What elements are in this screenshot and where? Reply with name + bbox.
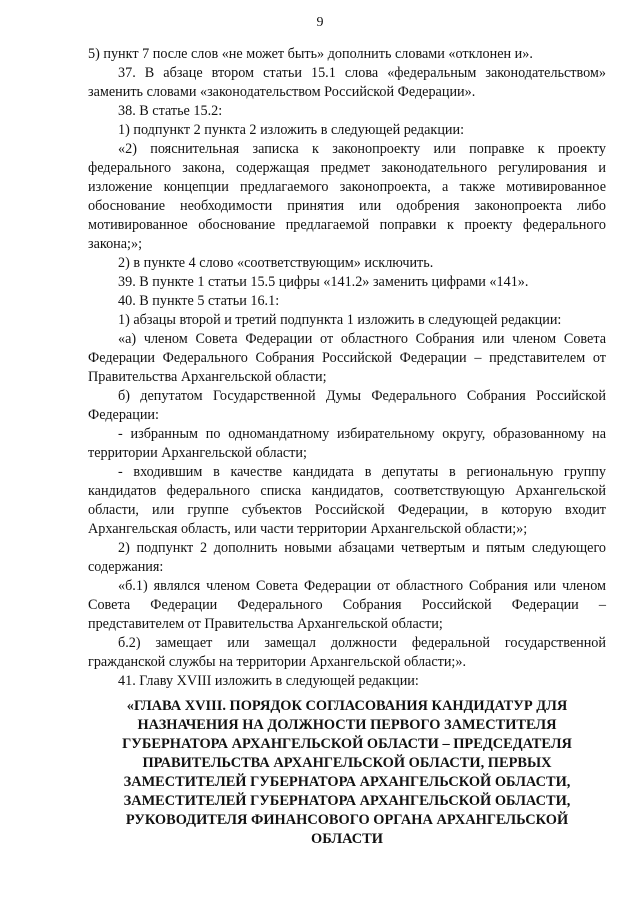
paragraph-item-5: 5) пункт 7 после слов «не может быть» дополнить словами «отклонен и». — [88, 46, 533, 62]
paragraph-b: б) депутатом Государственной Думы Федерального Собрания Российской Федерации: — [88, 388, 606, 423]
paragraph-37: 37. В абзаце втором статьи 15.1 слова «федеральным законодательством» заменить словами «законодательством Российской Федерации». — [88, 65, 606, 100]
paragraph-40-2: 2) подпункт 2 дополнить новыми абзацами четвертым и пятым следующего содержания: — [88, 540, 606, 575]
paragraph-41: 41. Главу XVIII изложить в следующей редакции: — [118, 673, 419, 689]
paragraph-dash-1: - избранным по одномандатному избирательному округу, образованному на территории Архангельской области; — [88, 426, 606, 461]
paragraph-quote-b1: «б.1) являлся членом Совета Федерации от областного Собрания или членом Совета Федерации Федерального Собрания Российской Федерации – представителем от Правительства Архангельской области; — [88, 578, 606, 632]
document-body — [88, 45, 606, 849]
paragraph-38: 38. В статье 15.2: — [118, 103, 223, 119]
chapter-title: «ГЛАВА XVIII. ПОРЯДОК СОГЛАСОВАНИЯ КАНДИДАТУР ДЛЯ НАЗНАЧЕНИЯ НА ДОЛЖНОСТИ ПЕРВОГО ЗАМЕСТИТЕЛЯ ГУБЕРНАТОРА АРХАНГЕЛЬСКОЙ ОБЛАСТИ – ПРЕДСЕДАТЕЛЯ ПРАВИТЕЛЬСТВА АРХАНГЕЛЬСКОЙ ОБЛАСТИ, ПЕРВЫХ ЗАМЕСТИТЕЛЕЙ ГУБЕРНАТОРА АРХАНГЕЛЬСКОЙ ОБЛАСТИ, ЗАМЕСТИТЕЛЕЙ ГУБЕРНАТОРА АРХАНГЕЛЬСКОЙ ОБЛАСТИ, РУКОВОДИТЕЛЯ ФИНАНСОВОГО ОРГАНА АРХАНГЕЛЬСКОЙ ОБЛАСТИ — [122, 698, 572, 847]
paragraph-quote-a: «а) членом Совета Федерации от областного Собрания или членом Совета Федерации Федерального Собрания Российской Федерации – представителем от Правительства Архангельской области; — [88, 331, 606, 385]
paragraph-40: 40. В пункте 5 статьи 16.1: — [118, 293, 280, 309]
paragraph-dash-2: - входившим в качестве кандидата в депутаты в региональную группу кандидатов федерального списка кандидатов, соответствующую Архангельской области, или группе субъектов Российской Федерации, в которую входит Архангельская область, или части территории Архангельской области;»; — [88, 464, 606, 537]
paragraph-40-1: 1) абзацы второй и третий подпункта 1 изложить в следующей редакции: — [118, 312, 562, 328]
paragraph-38-2: 2) в пункте 4 слово «соответствующим» исключить. — [118, 255, 434, 271]
page-number: 9 — [316, 15, 324, 30]
paragraph-b2: б.2) замещает или замещал должности федеральной государственной гражданской службы на территории Архангельской области;». — [88, 635, 606, 670]
paragraph-39: 39. В пункте 1 статьи 15.5 цифры «141.2» заменить цифрами «141». — [118, 274, 529, 290]
paragraph-quote-2: «2) пояснительная записка к законопроекту или поправке к проекту федерального закона, содержащая предмет законодательного регулирования и изложение концепции предлагаемого законопроекта, а также мотивированное обоснование необходимости принятия или одобрения законопроекта либо мотивированное обоснование предлагаемой поправки к проекту федерального закона;»; — [88, 141, 606, 252]
paragraph-38-1: 1) подпункт 2 пункта 2 изложить в следующей редакции: — [118, 122, 465, 138]
